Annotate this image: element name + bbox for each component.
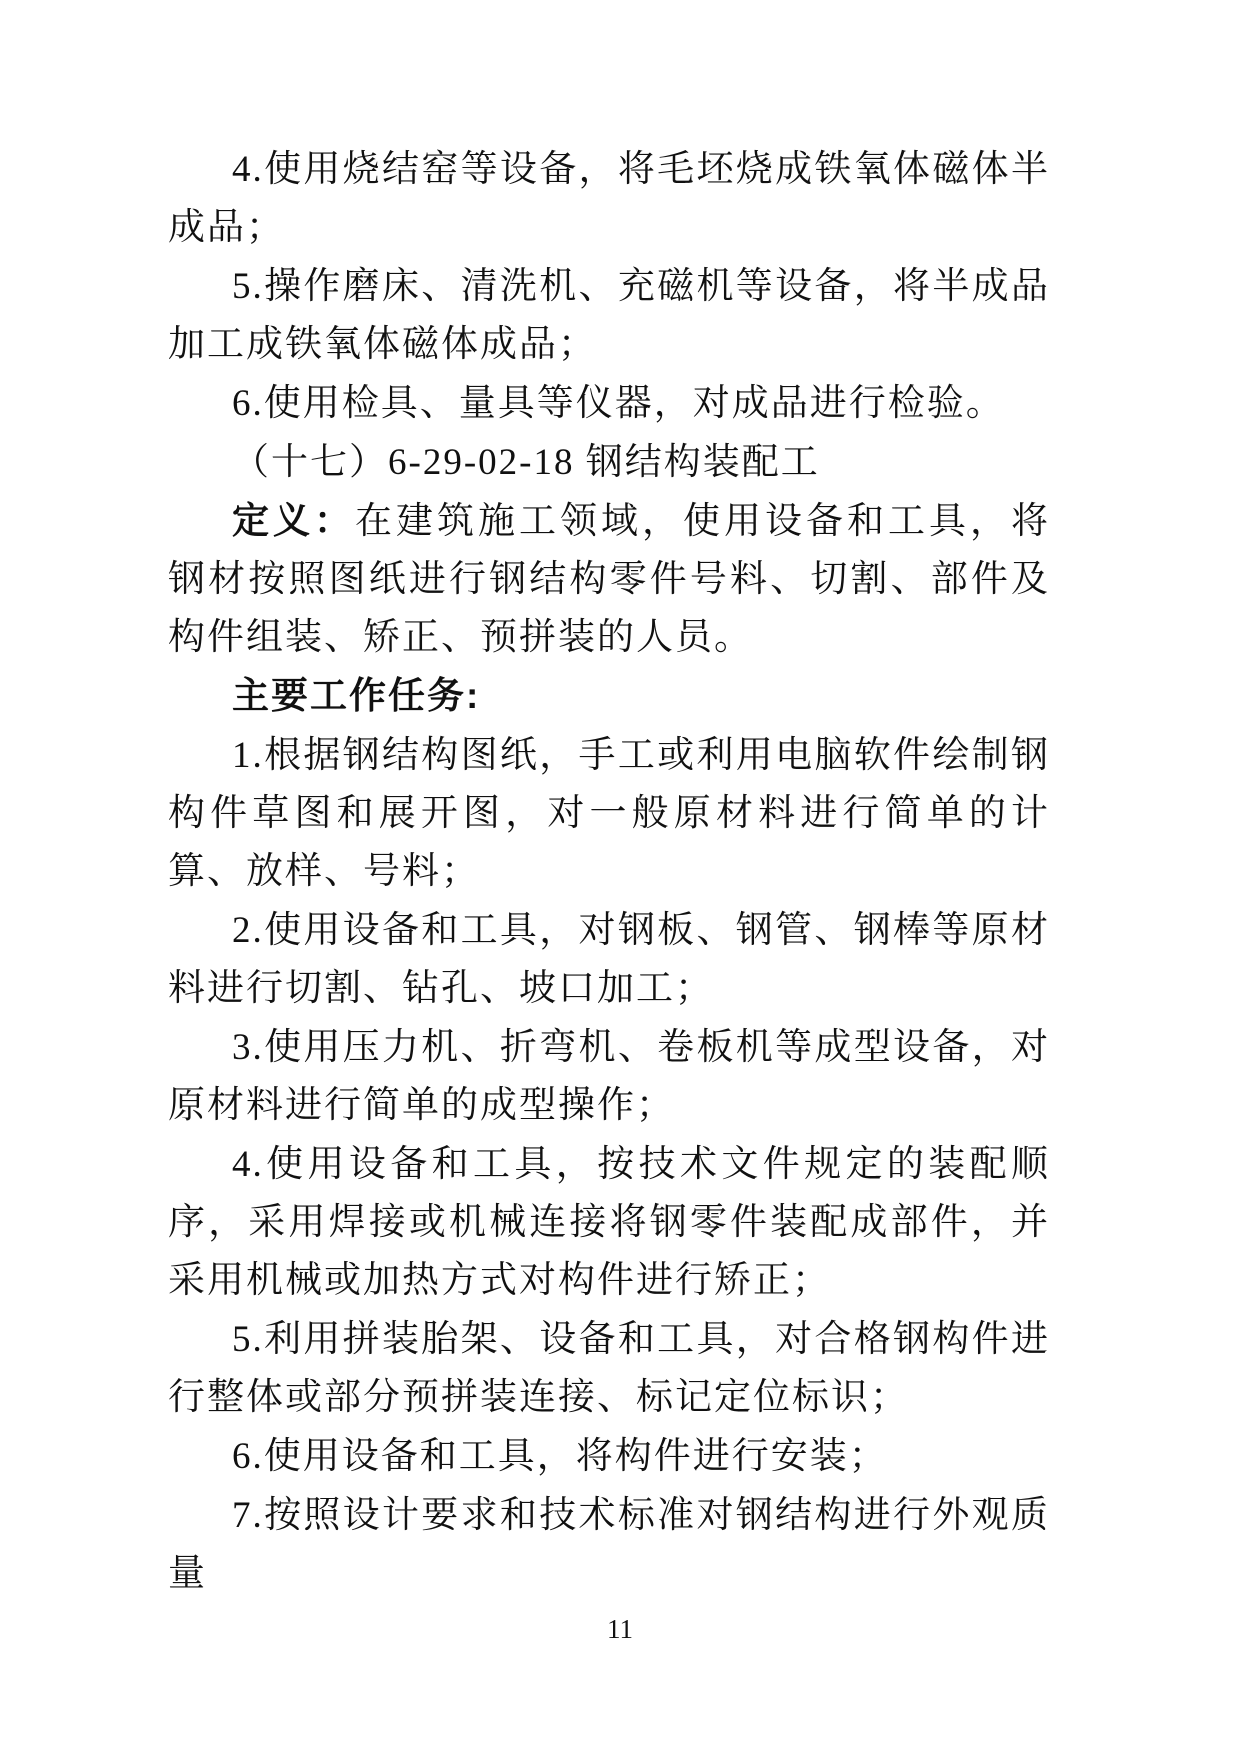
- paragraph: [168, 901, 1050, 1018]
- paragraph: [168, 726, 1050, 901]
- paragraph-text: 7.按照设计要求和技术标准对钢结构进行外观质量: [168, 1495, 1050, 1594]
- paragraph-text: 4.使用设备和工具，按技术文件规定的装配顺序，采用焊接或机械连接将钢零件装配成部件，并采用机械或加热方式对构件进行矫正；: [168, 1144, 1050, 1301]
- paragraph-text: 6.使用检具、量具等仪器，对成品进行检验。: [232, 383, 1005, 424]
- paragraph-text: 4.使用烧结窑等设备，将毛坯烧成铁氧体磁体半成品；: [168, 149, 1050, 248]
- paragraph: [168, 374, 1050, 433]
- paragraph: [168, 1135, 1050, 1310]
- page-number: 11: [607, 1614, 633, 1644]
- paragraph: [168, 140, 1050, 257]
- paragraph: [168, 667, 1050, 726]
- paragraph-text: 5.利用拼装胎架、设备和工具，对合格钢构件进行整体或部分预拼装连接、标记定位标识；: [168, 1319, 1050, 1418]
- paragraph-text: 在建筑施工领域，使用设备和工具，将钢材按照图纸进行钢结构零件号料、切割、部件及构件组装、矫正、预拼装的人员。: [168, 501, 1050, 658]
- paragraph-text: （十七）6-29-02-18 钢结构装配工: [232, 442, 820, 483]
- paragraph: [168, 257, 1050, 374]
- paragraph-text: 6.使用设备和工具，将构件进行安装；: [232, 1436, 888, 1477]
- document-body: [168, 140, 1050, 1603]
- paragraph: [168, 1486, 1050, 1603]
- paragraph-lead-bold: 定义：: [232, 500, 355, 541]
- paragraph: [168, 1018, 1050, 1135]
- paragraph: [168, 492, 1050, 667]
- paragraph-text: 1.根据钢结构图纸，手工或利用电脑软件绘制钢构件草图和展开图，对一般原材料进行简单的计算、放样、号料；: [168, 735, 1050, 892]
- paragraph: [168, 1310, 1050, 1427]
- paragraph-text: 3.使用压力机、折弯机、卷板机等成型设备，对原材料进行简单的成型操作；: [168, 1027, 1050, 1126]
- paragraph-text: 2.使用设备和工具，对钢板、钢管、钢棒等原材料进行切割、钻孔、坡口加工；: [168, 910, 1050, 1009]
- paragraph: [168, 1427, 1050, 1486]
- paragraph-text: 5.操作磨床、清洗机、充磁机等设备，将半成品加工成铁氧体磁体成品；: [168, 266, 1050, 365]
- paragraph-lead-bold: 主要工作任务:: [232, 675, 481, 716]
- paragraph: [168, 433, 1050, 492]
